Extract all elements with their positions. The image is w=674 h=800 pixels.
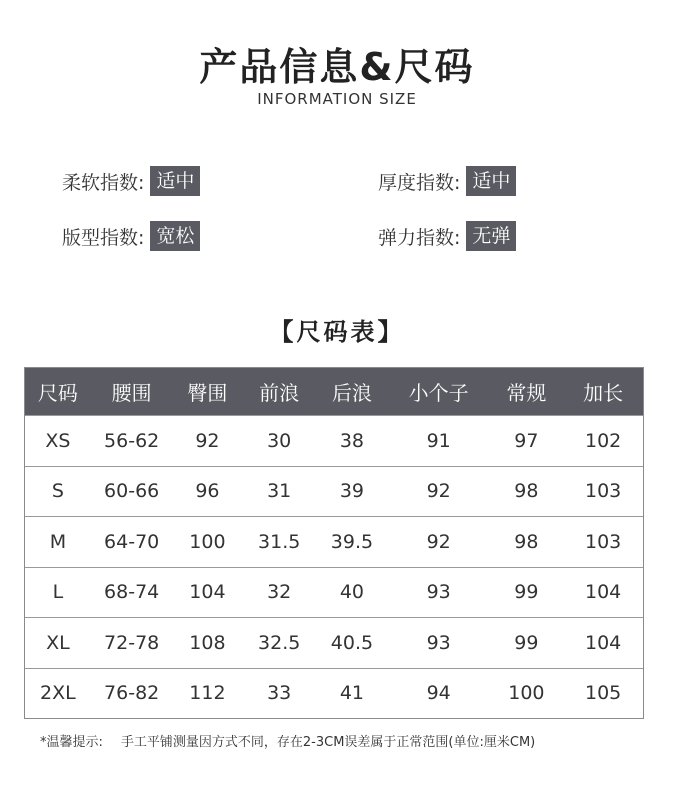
header-cell: 腰围 xyxy=(111,381,152,405)
table-cell: 39.5 xyxy=(330,530,374,553)
attr-elasticity-label: 弹力指数: xyxy=(378,226,461,249)
table-cell: S xyxy=(51,480,64,503)
table-cell: 31.5 xyxy=(258,530,301,553)
table-cell: 92 xyxy=(195,429,220,452)
attr-softness-value: 适中 xyxy=(150,166,200,196)
header-cell: 前浪 xyxy=(259,381,300,405)
header-cell: 小个子 xyxy=(408,381,469,405)
table-row xyxy=(25,567,643,618)
table-cell: 91 xyxy=(426,429,451,452)
page-subtitle: INFORMATION SIZE xyxy=(257,90,417,108)
table-cell: 72-78 xyxy=(104,631,160,654)
table-row xyxy=(25,516,643,567)
table-cell: 30 xyxy=(267,429,292,452)
table-cell: 103 xyxy=(585,530,622,553)
table-cell: 102 xyxy=(585,429,622,452)
table-cell: 93 xyxy=(426,581,451,604)
table-cell: 32 xyxy=(267,581,292,604)
table-cell: XL xyxy=(46,631,70,654)
table-cell: 108 xyxy=(189,631,226,654)
table-cell: 40 xyxy=(339,581,365,604)
table-row xyxy=(25,466,643,517)
attr-softness-label: 柔软指数: xyxy=(62,171,145,194)
attr-fit xyxy=(62,221,200,251)
table-cell: 40.5 xyxy=(330,631,374,654)
attr-elasticity xyxy=(378,221,516,251)
table-cell: 98 xyxy=(514,480,539,503)
table-cell: 60-66 xyxy=(104,480,160,503)
table-cell: 99 xyxy=(514,581,539,604)
header-cell: 后浪 xyxy=(331,381,372,405)
table-cell: 98 xyxy=(514,530,539,553)
header-cell: 尺码 xyxy=(37,381,78,405)
attr-softness xyxy=(62,166,200,196)
size-table xyxy=(24,367,644,719)
header-cell: 常规 xyxy=(506,381,547,405)
table-cell: 105 xyxy=(585,682,622,705)
attr-elasticity-value: 无弹 xyxy=(466,221,516,251)
table-cell: L xyxy=(52,581,64,604)
table-header-row xyxy=(25,368,643,415)
attr-thickness xyxy=(378,166,516,196)
attr-thickness-value: 适中 xyxy=(466,166,516,196)
table-cell: 104 xyxy=(585,631,622,654)
attr-thickness-label: 厚度指数: xyxy=(378,171,461,194)
table-cell: 92 xyxy=(426,480,451,503)
attr-fit-label: 版型指数: xyxy=(62,226,145,249)
table-cell: 33 xyxy=(267,682,292,705)
size-table-title: 【尺码表】 xyxy=(269,318,405,346)
table-cell: 104 xyxy=(585,581,622,604)
table-cell: 97 xyxy=(514,429,539,452)
table-cell: 96 xyxy=(195,480,220,503)
table-row xyxy=(25,415,643,466)
table-cell: 68-74 xyxy=(104,581,160,604)
note-prefix: *温馨提示: xyxy=(40,735,103,750)
header-cell: 加长 xyxy=(583,381,624,405)
table-cell: 64-70 xyxy=(104,530,160,553)
table-cell: 100 xyxy=(189,530,226,553)
table-cell: 104 xyxy=(189,581,226,604)
note-text: 手工平铺测量因方式不同，存在2-3CM误差属于正常范围(单位:厘米CM) xyxy=(120,735,536,750)
measurement-note xyxy=(40,731,535,750)
table-cell: 92 xyxy=(426,530,451,553)
table-cell: 99 xyxy=(514,631,539,654)
table-cell: XS xyxy=(45,429,71,452)
table-row xyxy=(25,617,643,668)
table-cell: 94 xyxy=(426,682,451,705)
table-row xyxy=(25,668,643,719)
table-cell: 32.5 xyxy=(258,631,301,654)
table-cell: 2XL xyxy=(40,682,76,705)
table-cell: 100 xyxy=(508,682,545,705)
table-cell: 39 xyxy=(339,480,365,503)
table-cell: 93 xyxy=(426,631,451,654)
table-cell: 31 xyxy=(267,480,292,503)
table-cell: 76-82 xyxy=(104,682,160,705)
page-title: 产品信息&尺码 xyxy=(199,45,475,89)
table-cell: 103 xyxy=(585,480,622,503)
header-cell: 臀围 xyxy=(187,381,228,405)
table-cell: 38 xyxy=(339,429,365,452)
table-cell: 41 xyxy=(339,682,365,705)
table-cell: 112 xyxy=(189,682,226,705)
table-cell: M xyxy=(49,530,67,553)
attr-fit-value: 宽松 xyxy=(150,221,200,251)
table-cell: 56-62 xyxy=(104,429,160,452)
